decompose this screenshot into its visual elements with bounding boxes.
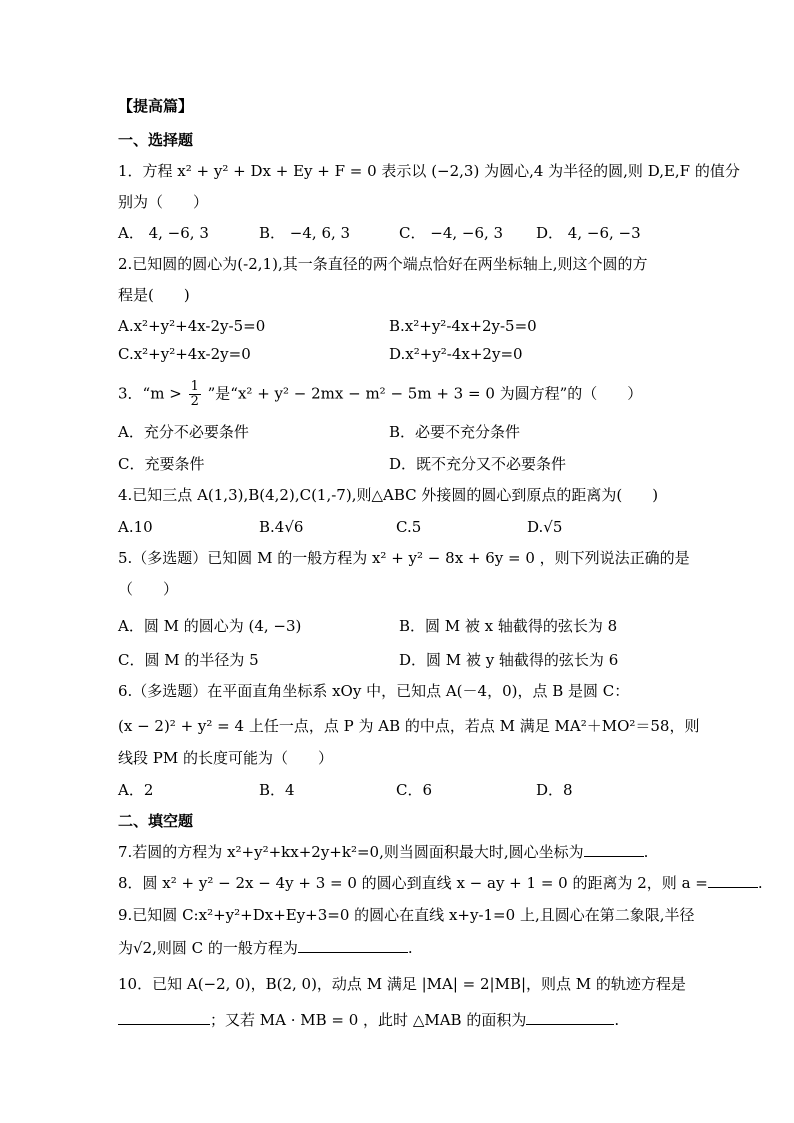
question-10-answer-blank-2[interactable] — [526, 1010, 614, 1025]
question-1-option-c: C． −4, −6, 3 — [399, 224, 504, 242]
question-5-option-a: A．圆 M 的圆心为 (4, −3) — [118, 617, 302, 635]
question-2-option-b: B.x²+y²-4x+2y-5=0 — [389, 317, 537, 335]
question-1-option-b: B． −4, 6, 3 — [259, 224, 351, 242]
question-10-line-1: 10．已知 A(−2, 0)，B(2, 0)，动点 M 满足 |MA| = 2|MB|，则点 M 的轨迹方程是 — [118, 975, 686, 993]
question-9-answer-blank[interactable] — [298, 938, 408, 953]
question-9-line-2 — [118, 938, 413, 958]
question-5-line-2: （ ） — [118, 580, 179, 598]
question-6-option-c: C．6 — [396, 781, 433, 799]
page-title: 【提高篇】 — [118, 97, 194, 115]
section-fill-heading: 二、填空题 — [118, 812, 194, 830]
question-10-text: ；又若 MA · MB = 0 ，此时 △MAB 的面积为 — [210, 1011, 527, 1029]
question-6-line-1: 6.（多选题）在平面直角坐标系 xOy 中，已知点 A(－4，0)，点 B 是圆 C： — [118, 682, 630, 700]
question-7-line-1 — [118, 842, 648, 862]
question-7-text: 7.若圆的方程为 x²+y²+kx+2y+k²=0,则当圆面积最大时,圆心坐标为 — [118, 843, 584, 861]
question-7-answer-blank[interactable] — [584, 842, 644, 857]
fraction-one-half — [189, 380, 201, 409]
question-3-option-c: C．充要条件 — [118, 455, 205, 473]
question-10-line-2 — [118, 1010, 619, 1030]
question-10-end: . — [614, 1011, 620, 1029]
question-6-line-2: (x − 2)² + y² = 4 上任一点，点 P 为 AB 的中点，若点 M 满足 MA²＋MO²＝58，则 — [118, 717, 700, 735]
question-1-option-d: D． 4, −6, −3 — [536, 224, 641, 242]
section-choice-heading: 一、选择题 — [118, 131, 194, 149]
question-4-option-b: B.4√6 — [259, 518, 304, 536]
question-9-line-1: 9.已知圆 C:x²+y²+Dx+Ey+3=0 的圆心在直线 x+y-1=0 上,且圆心在第二象限,半径 — [118, 906, 695, 924]
question-5-option-d: D．圆 M 被 y 轴截得的弦长为 6 — [399, 651, 619, 669]
question-6-option-a: A．2 — [118, 781, 154, 799]
question-4-option-c: C.5 — [396, 518, 422, 536]
question-9-text: 为√2,则圆 C 的一般方程为 — [118, 939, 298, 957]
question-8-end: . — [757, 874, 763, 892]
question-10-answer-blank-1[interactable] — [118, 1010, 210, 1025]
question-1-line-1: 1．方程 x² + y² + Dx + Ey + F = 0 表示以 (−2,3) 为圆心,4 为半径的圆,则 D,E,F 的值分 — [118, 162, 740, 180]
fraction-denominator: 2 — [190, 394, 199, 409]
question-5-line-1: 5.（多选题）已知圆 M 的一般方程为 x² + y² − 8x + 6y = 0 ，则下列说法正确的是 — [118, 549, 690, 567]
question-2-line-1: 2.已知圆的圆心为(-2,1),其一条直径的两个端点恰好在两坐标轴上,则这个圆的方 — [118, 255, 648, 273]
question-3-option-a: A．充分不必要条件 — [118, 423, 249, 441]
question-4-option-d: D.√5 — [527, 518, 563, 536]
question-1-line-2: 别为（ ） — [118, 193, 209, 211]
fraction-numerator: 1 — [190, 379, 199, 394]
question-8-text: 8．圆 x² + y² − 2x − 4y + 3 = 0 的圆心到直线 x − ay + 1 = 0 的距离为 2，则 a = — [118, 874, 708, 892]
question-2-option-c: C.x²+y²+4x-2y=0 — [118, 345, 251, 363]
question-6-line-3: 线段 PM 的长度可能为（ ） — [118, 749, 333, 767]
question-3-line-1 — [118, 380, 642, 409]
question-4-line-1: 4.已知三点 A(1,3),B(4,2),C(1,-7),则△ABC 外接圆的圆心到原点的距离为( ) — [118, 486, 659, 504]
question-4-option-a: A.10 — [118, 518, 153, 536]
question-9-end: . — [407, 939, 413, 957]
question-6-option-b: B．4 — [259, 781, 295, 799]
question-3-option-b: B．必要不充分条件 — [389, 423, 521, 441]
question-2-line-2: 程是( ) — [118, 286, 190, 304]
question-2-option-a: A.x²+y²+4x-2y-5=0 — [118, 317, 266, 335]
question-5-option-b: B．圆 M 被 x 轴截得的弦长为 8 — [399, 617, 618, 635]
question-6-option-d: D．8 — [536, 781, 573, 799]
question-7-end: . — [643, 843, 649, 861]
question-8-line-1 — [118, 873, 763, 893]
question-2-option-d: D.x²+y²-4x+2y=0 — [389, 345, 523, 363]
question-3-option-d: D．既不充分又不必要条件 — [389, 455, 567, 473]
question-5-option-c: C．圆 M 的半径为 5 — [118, 651, 259, 669]
question-1-option-a: A． 4, −6, 3 — [118, 224, 209, 242]
question-3-prefix: 3．“m > — [118, 384, 182, 403]
question-3-suffix: ”是“x² + y² − 2mx − m² − 5m + 3 = 0 为圆方程”的（ ） — [207, 384, 643, 403]
question-8-answer-blank[interactable] — [708, 873, 758, 888]
